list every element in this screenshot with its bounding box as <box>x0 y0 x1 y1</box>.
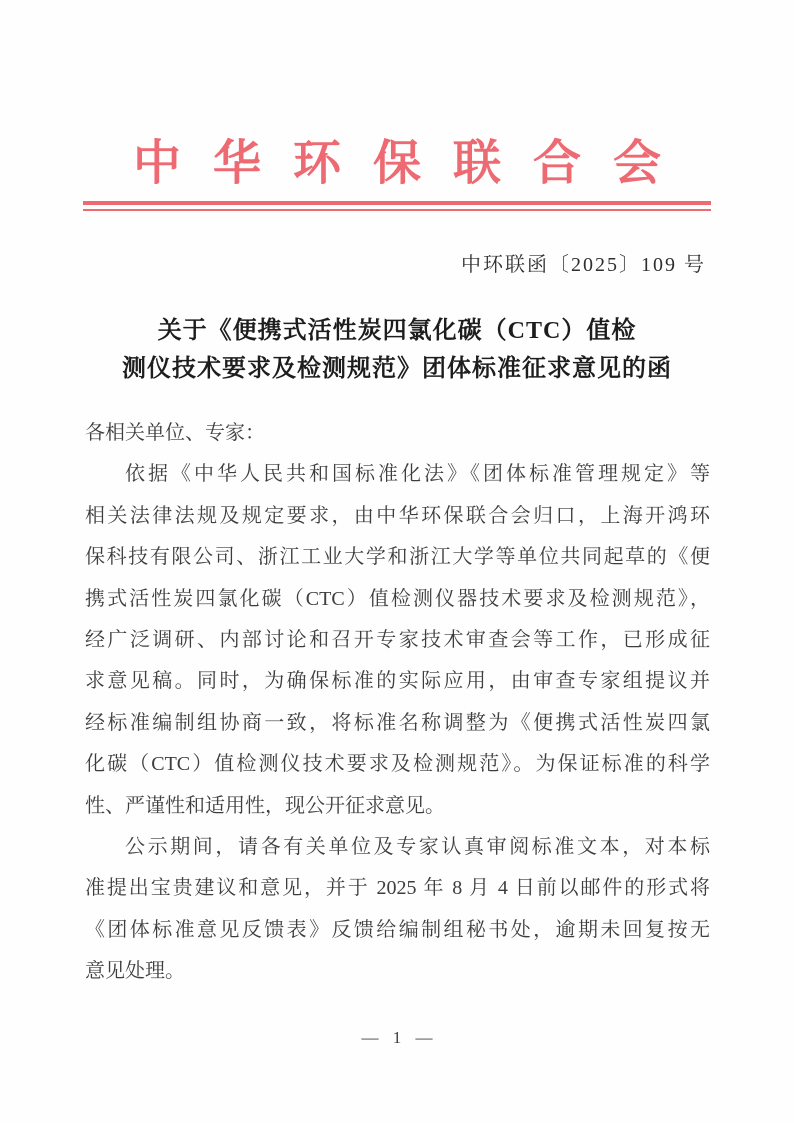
body-line: 《团体标准意见反馈表》反馈给编制组秘书处，逾期未回复按无 <box>85 918 710 941</box>
body-line: 求意见稿。同时，为确保标准的实际应用，由审查专家组提议并 <box>85 670 710 693</box>
body-line: 携式活性炭四氯化碳（CTC）值检测仪器技术要求及检测规范》， <box>85 587 710 610</box>
body-line: 保科技有限公司、浙江工业大学和浙江大学等单位共同起草的《便 <box>85 546 710 569</box>
doc-number: 中环联函〔2025〕109 号 <box>461 254 706 276</box>
page-number: — 1 — <box>361 1028 438 1047</box>
body-line: 经广泛调研、内部讨论和召开专家技术审查会等工作，已形成征 <box>85 629 710 652</box>
document-title-line1: 关于《便携式活性炭四氯化碳（CTC）值检 <box>157 318 637 344</box>
org-name-masthead: 中华环保联合会 <box>132 137 693 190</box>
salutation: 各相关单位、专家： <box>85 422 265 444</box>
body-line: 相关法律法规及规定要求，由中华环保联合会归口，上海开鸿环 <box>85 504 710 527</box>
document-title-line2: 测仪技术要求及检测规范》团体标准征求意见的函 <box>122 356 672 382</box>
body-line: 依据《中华人民共和国标准化法》《团体标准管理规定》等 <box>125 463 710 486</box>
body-line: 化碳（CTC）值检测仪技术要求及检测规范》。为保证标准的科学 <box>85 753 710 776</box>
body-line: 公示期间，请各有关单位及专家认真审阅标准文本，对本标 <box>125 836 710 859</box>
document-body <box>85 413 710 993</box>
body-line: 意见处理。 <box>85 960 185 983</box>
body-line: 准提出宝贵建议和意见，并于 2025 年 8 月 4 日前以邮件的形式将 <box>85 877 710 900</box>
body-line: 性、严谨性和适用性，现公开征求意见。 <box>85 794 445 817</box>
masthead-double-rule <box>83 201 711 211</box>
document-title <box>40 312 754 388</box>
body-line: 经标准编制组协商一致，将标准名称调整为《便携式活性炭四氯 <box>85 711 710 734</box>
